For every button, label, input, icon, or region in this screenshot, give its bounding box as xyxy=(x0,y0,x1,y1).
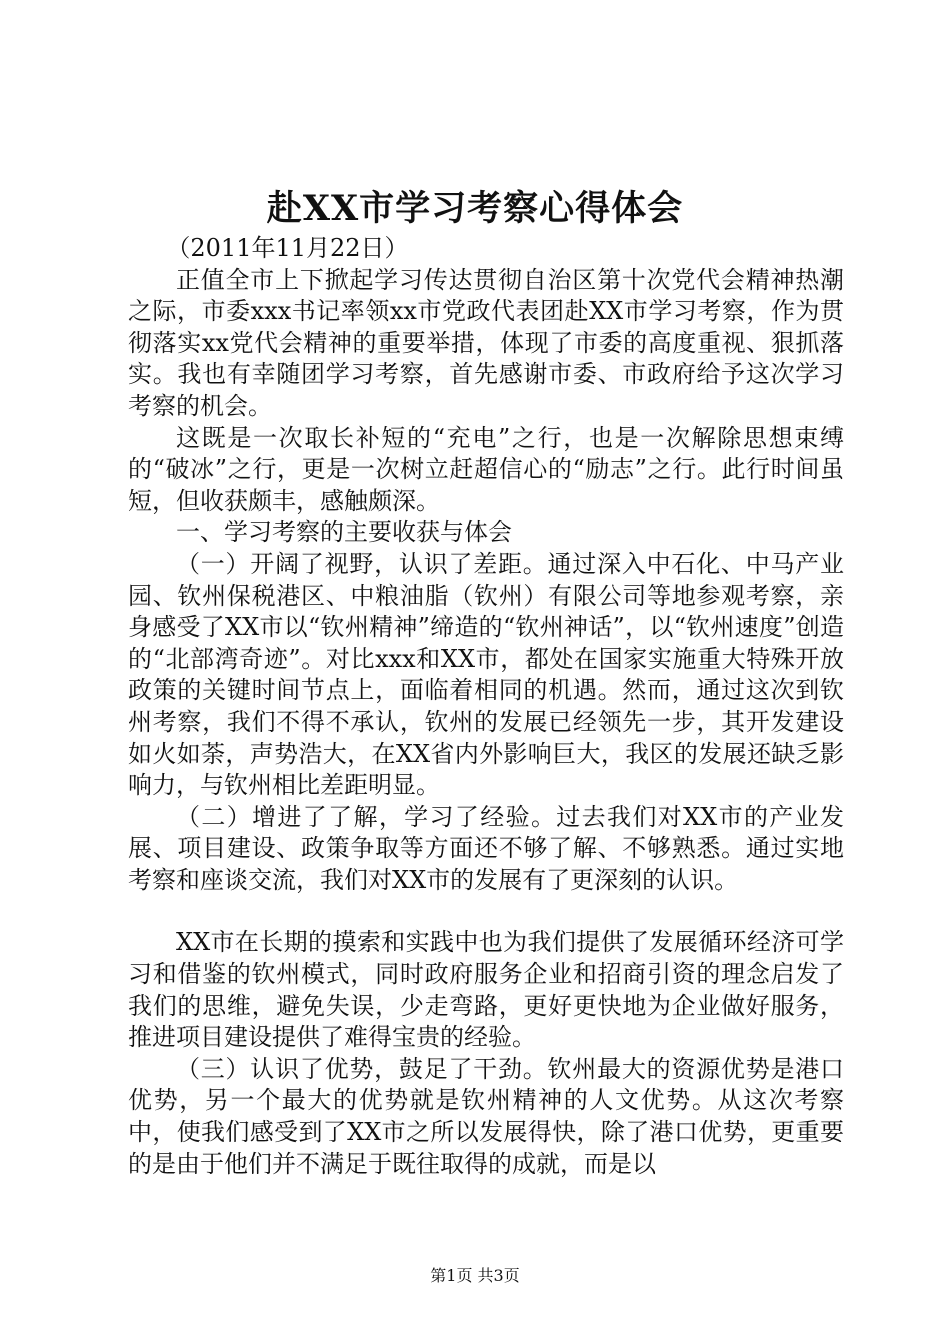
date-line: （2011年11月22日） xyxy=(166,234,409,262)
paragraph: （二）增进了了解，学习了经验。过去我们对XX市的产业发展、项目建设、政策争取等方面还不够了解、不够熟悉。通过实地考察和座谈交流，我们对XX市的发展有了更深刻的认识。 xyxy=(128,802,844,894)
paragraph: 正值全市上下掀起学习传达贯彻自治区第十次党代会精神热潮之际，市委xxx书记率领xx市党政代表团赴XX市学习考察，作为贯彻落实xx党代会精神的重要举措，体现了市委的高度重视、狠抓落实。我也有幸随团学习考察，首先感谢市委、市政府给予这次学习考察的机会。 xyxy=(128,265,844,420)
document-title: 赴XX市学习考察心得体会 xyxy=(266,188,684,229)
document-body xyxy=(128,233,844,1180)
paragraph: 这既是一次取长补短的“充电”之行，也是一次解除思想束缚的“破冰”之行，更是一次树立赶超信心的“励志”之行。此行时间虽短，但收获颇丰，感触颇深。 xyxy=(128,423,844,515)
paragraph: （一）开阔了视野，认识了差距。通过深入中石化、中马产业园、钦州保税港区、中粮油脂（钦州）有限公司等地参观考察，亲身感受了XX市以“钦州精神”缔造的“钦州神话”，以“钦州速度”创造的“北部湾奇迹”。对比xxx和XX市，都处在国家实施重大特殊开放政策的关键时间节点上，面临着相同的机遇。然而，通过这次到钦州考察，我们不得不承认，钦州的发展已经领先一步，其开发建设如火如荼，声势浩大，在XX省内外影响巨大，我区的发展还缺乏影响力，与钦州相比差距明显。 xyxy=(128,549,844,800)
paragraph: XX市在长期的摸索和实践中也为我们提供了发展循环经济可学习和借鉴的钦州模式，同时政府服务企业和招商引资的理念启发了我们的思维，避免失误，少走弯路，更好更快地为企业做好服务，推进项目建设提供了难得宝贵的经验。 xyxy=(128,928,844,1052)
section-heading: 一、学习考察的主要收获与体会 xyxy=(176,518,512,547)
paragraph: （三）认识了优势，鼓足了干劲。钦州最大的资源优势是港口优势，另一个最大的优势就是钦州精神的人文优势。从这次考察中，使我们感受到了XX市之所以发展得快，除了港口优势，更重要的是由于他们并不满足于既往取得的成就，而是以 xyxy=(128,1054,844,1178)
page-footer: 第1页 共3页 xyxy=(430,1266,520,1285)
